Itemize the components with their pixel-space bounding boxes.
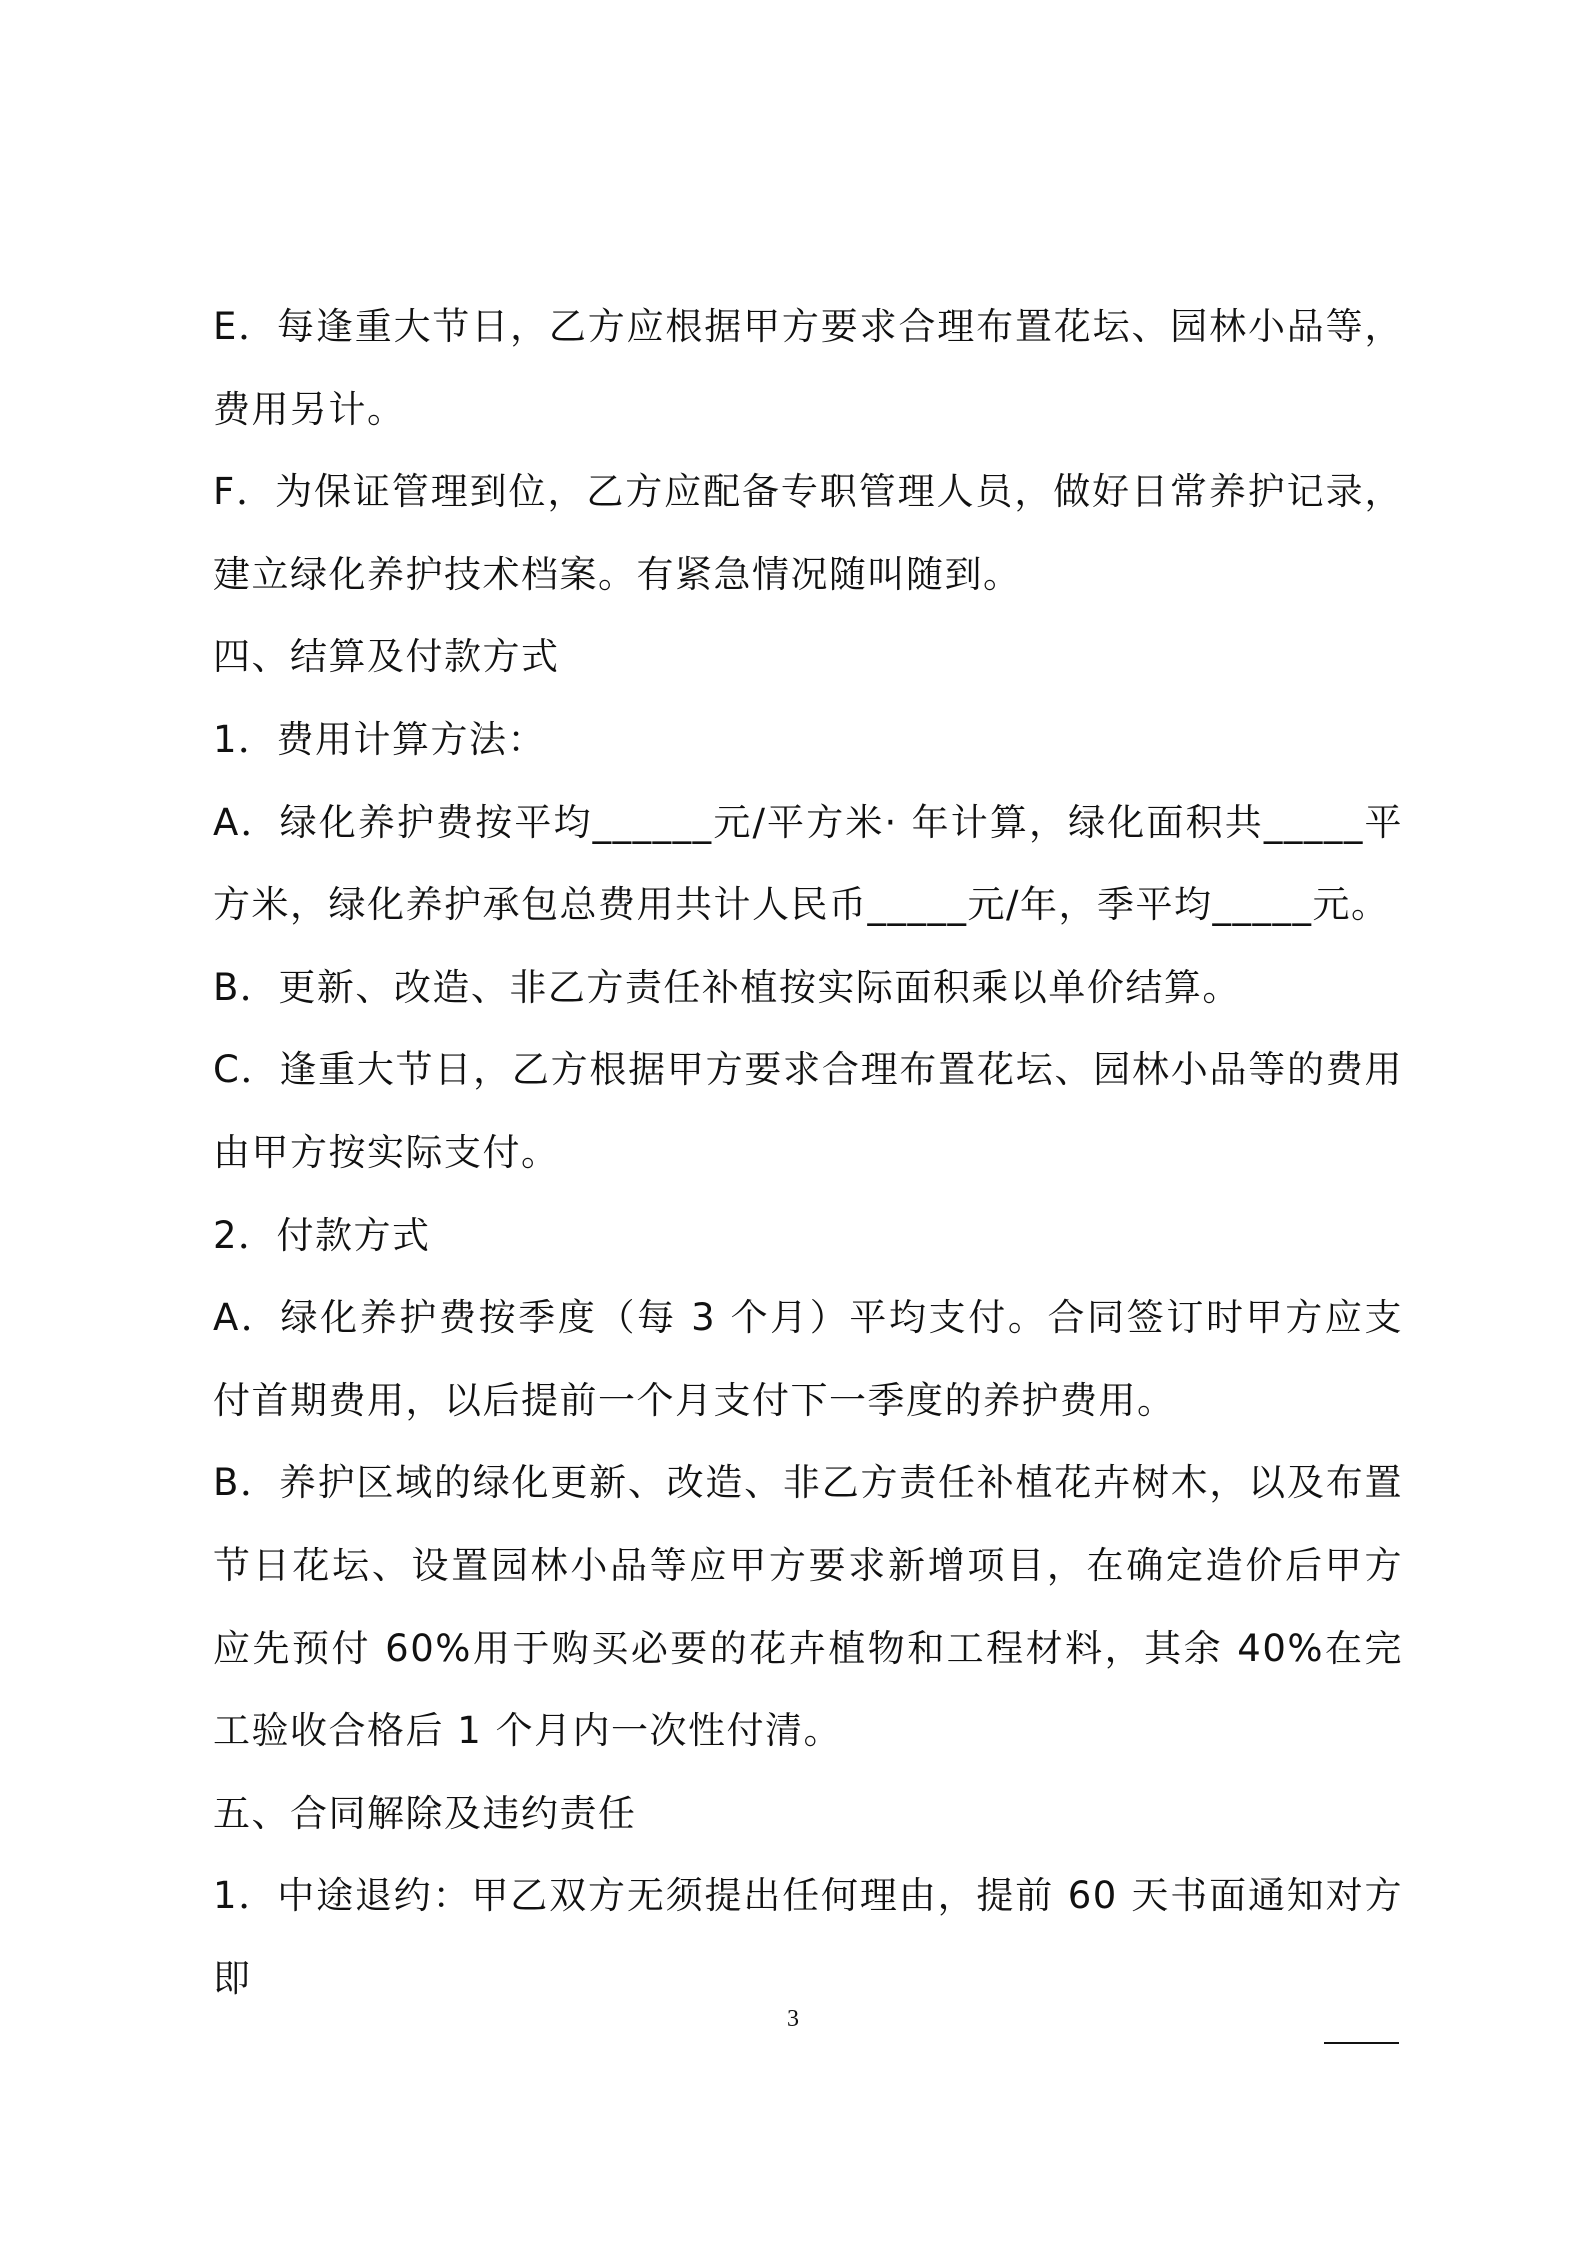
- paragraph-c-holiday-fee: C．逢重大节日，乙方根据甲方要求合理布置花坛、园林小品等的费用由甲方按实际支付。: [213, 1048, 1403, 1174]
- paragraph-e-holiday-decoration: E．每逢重大节日，乙方应根据甲方要求合理布置花坛、园林小品等，费用另计。: [213, 305, 1403, 431]
- page-number: 3: [787, 2006, 799, 2032]
- footer-rule-line: [1324, 2042, 1399, 2044]
- paragraph-b-renovation-settlement: B．更新、改造、非乙方责任补植按实际面积乘以单价结算。: [213, 965, 1241, 1009]
- paragraph-f-management-staff: F．为保证管理到位，乙方应配备专职管理人员，做好日常养护记录，建立绿化养护技术档案。有紧急情况随叫随到。: [213, 470, 1403, 596]
- document-body: [213, 286, 1403, 2020]
- subheading-fee-calculation: 1．费用计算方法：: [213, 717, 547, 761]
- section-heading-termination-liability: 五、合同解除及违约责任: [213, 1791, 637, 1835]
- paragraph-b-new-items-payment: B．养护区域的绿化更新、改造、非乙方责任补植花卉树木，以及布置节日花坛、设置园林小品等应甲方要求新增项目，在确定造价后甲方应先预付 60%用于购买必要的花卉植物和工程材料，其余 40%在完工验收合格后 1 个月内一次性付清。: [213, 1461, 1403, 1753]
- paragraph-a-maintenance-fee: A．绿化养护费按平均______元/平方米· 年计算，绿化面积共_____平方米，绿化养护承包总费用共计人民币_____元/年，季平均_____元。: [213, 800, 1403, 927]
- paragraph-a-quarterly-payment: A．绿化养护费按季度（每 3 个月）平均支付。合同签订时甲方应支付首期费用，以后提前一个月支付下一季度的养护费用。: [213, 1296, 1403, 1422]
- paragraph-midway-termination: 1．中途退约：甲乙双方无须提出任何理由，提前 60 天书面通知对方即: [213, 1874, 1403, 2000]
- subheading-payment-method: 2．付款方式: [213, 1213, 431, 1257]
- section-heading-settlement-payment: 四、结算及付款方式: [213, 635, 560, 679]
